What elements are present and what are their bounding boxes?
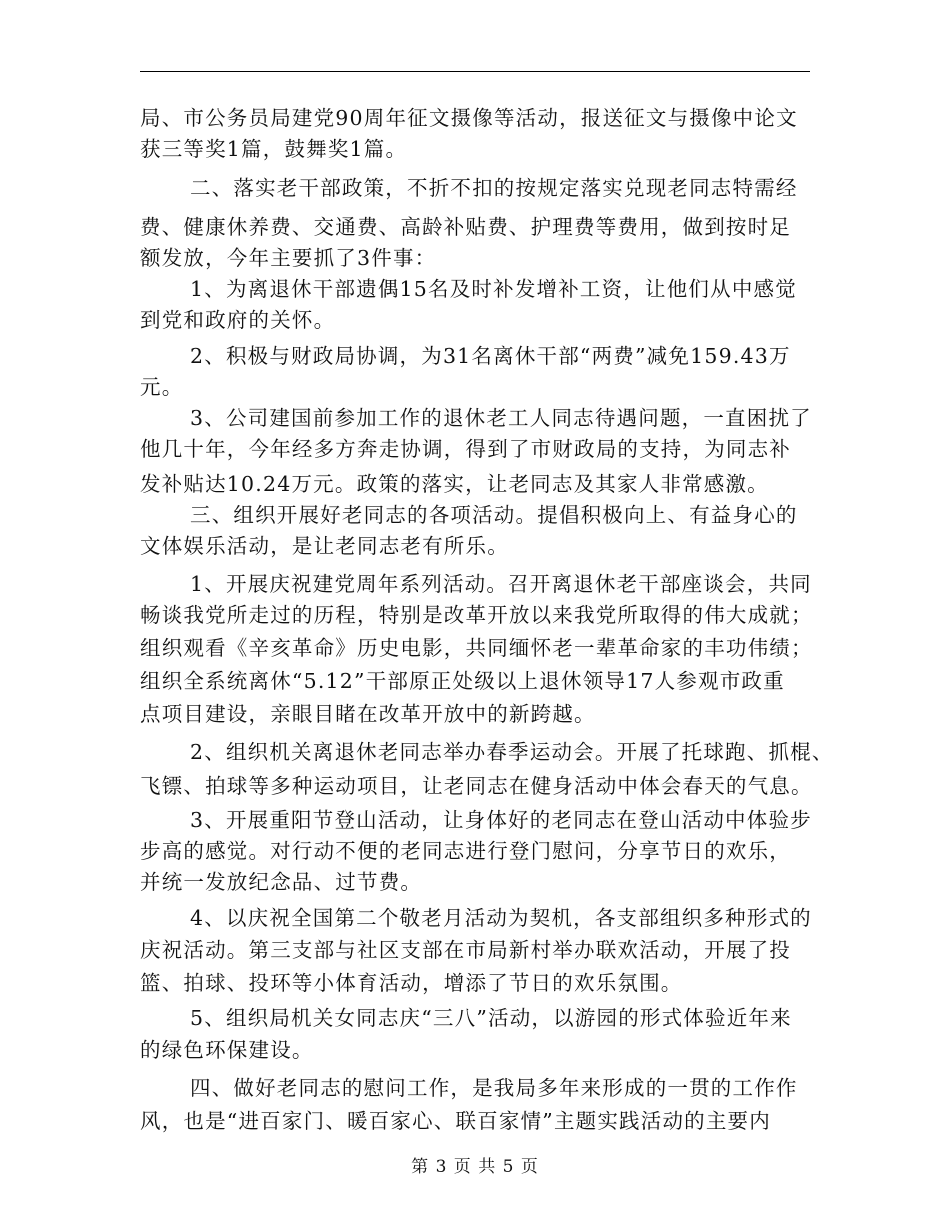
text-line: 并统一发放纪念品、过节费。 — [140, 870, 423, 894]
header-rule — [140, 71, 810, 72]
text-line: 费、健康休养费、交通费、高龄补贴费、护理费等费用，做到按时足 — [140, 215, 791, 239]
paragraph-first-line: 1、为离退休干部遗偶15名及时补发增补工资，让他们从中感觉 — [190, 277, 797, 301]
text-line: 局、市公务员局建党90周年征文摄像等活动，报送征文与摄像中论文 — [140, 106, 798, 130]
text-line: 庆祝活动。第三支部与社区支部在市局新村举办联欢活动，开展了投 — [140, 938, 791, 962]
paragraph-first-line: 3、开展重阳节登山活动，让身体好的老同志在登山活动中体验步 — [190, 808, 812, 832]
text-line: 元。 — [140, 375, 184, 399]
paragraph-first-line: 4、以庆祝全国第二个敬老月活动为契机，各支部组织多种形式的 — [190, 906, 812, 930]
text-line: 风，也是“进百家门、暖百家心、联百家情”主题实践活动的主要内 — [140, 1109, 771, 1133]
paragraph-first-line: 三、组织开展好老同志的各项活动。提倡积极向上、有益身心的 — [190, 503, 798, 527]
paragraph-first-line: 四、做好老同志的慰问工作，是我局多年来形成的一贯的工作作 — [190, 1076, 798, 1100]
text-line: 篮、拍球、投环等小体育活动，增添了节日的欢乐氛围。 — [140, 971, 683, 995]
paragraph-first-line: 2、组织机关离退休老同志举办春季运动会。开展了托球跑、抓棍、 — [190, 740, 834, 764]
paragraph-first-line: 3、公司建国前参加工作的退休老工人同志待遇问题，一直困扰了 — [190, 406, 812, 430]
text-line: 步高的感觉。对行动不便的老同志进行登门慰问，分享节日的欢乐， — [140, 839, 791, 863]
paragraph-first-line: 5、组织局机关女同志庆“三八”活动，以游园的形式体验近年来 — [190, 1006, 792, 1030]
text-line: 畅谈我党所走过的历程，特别是改革开放以来我党所取得的伟大成就； — [140, 603, 813, 627]
text-line: 点项目建设，亲眼目睹在改革开放中的新跨越。 — [140, 702, 596, 726]
paragraph-first-line: 1、开展庆祝建党周年系列活动。召开离退休老干部座谈会，共同 — [190, 572, 812, 596]
text-line: 飞镖、拍球等多种运动项目，让老同志在健身活动中体会春天的气息。 — [140, 774, 813, 798]
paragraph-first-line: 二、落实老干部政策，不折不扣的按规定落实兑现老同志特需经 — [190, 176, 798, 200]
text-line: 组织观看《辛亥革命》历史电影，共同缅怀老一辈革命家的丰功伟绩； — [140, 636, 813, 660]
text-line: 发补贴达10.24万元。政策的落实，让老同志及其家人非常感激。 — [140, 472, 769, 496]
text-line: 的绿色环保建设。 — [140, 1038, 314, 1062]
paragraph-first-line: 2、积极与财政局协调，为31名离休干部“两费”减免159.43万 — [190, 344, 791, 368]
text-line: 他几十年，今年经多方奔走协调，得到了市财政局的支持，为同志补 — [140, 437, 791, 461]
text-line: 额发放，今年主要抓了3件事： — [140, 246, 437, 270]
text-line: 获三等奖1篇，鼓舞奖1篇。 — [140, 137, 408, 161]
text-line: 组织全系统离休“5.12”干部原正处级以上退休领导17人参观市政重 — [140, 669, 785, 693]
text-line: 文体娱乐活动，是让老同志老有所乐。 — [140, 534, 509, 558]
page-number-footer: 第 3 页 共 5 页 — [411, 1157, 539, 1177]
text-line: 到党和政府的关怀。 — [140, 308, 336, 332]
